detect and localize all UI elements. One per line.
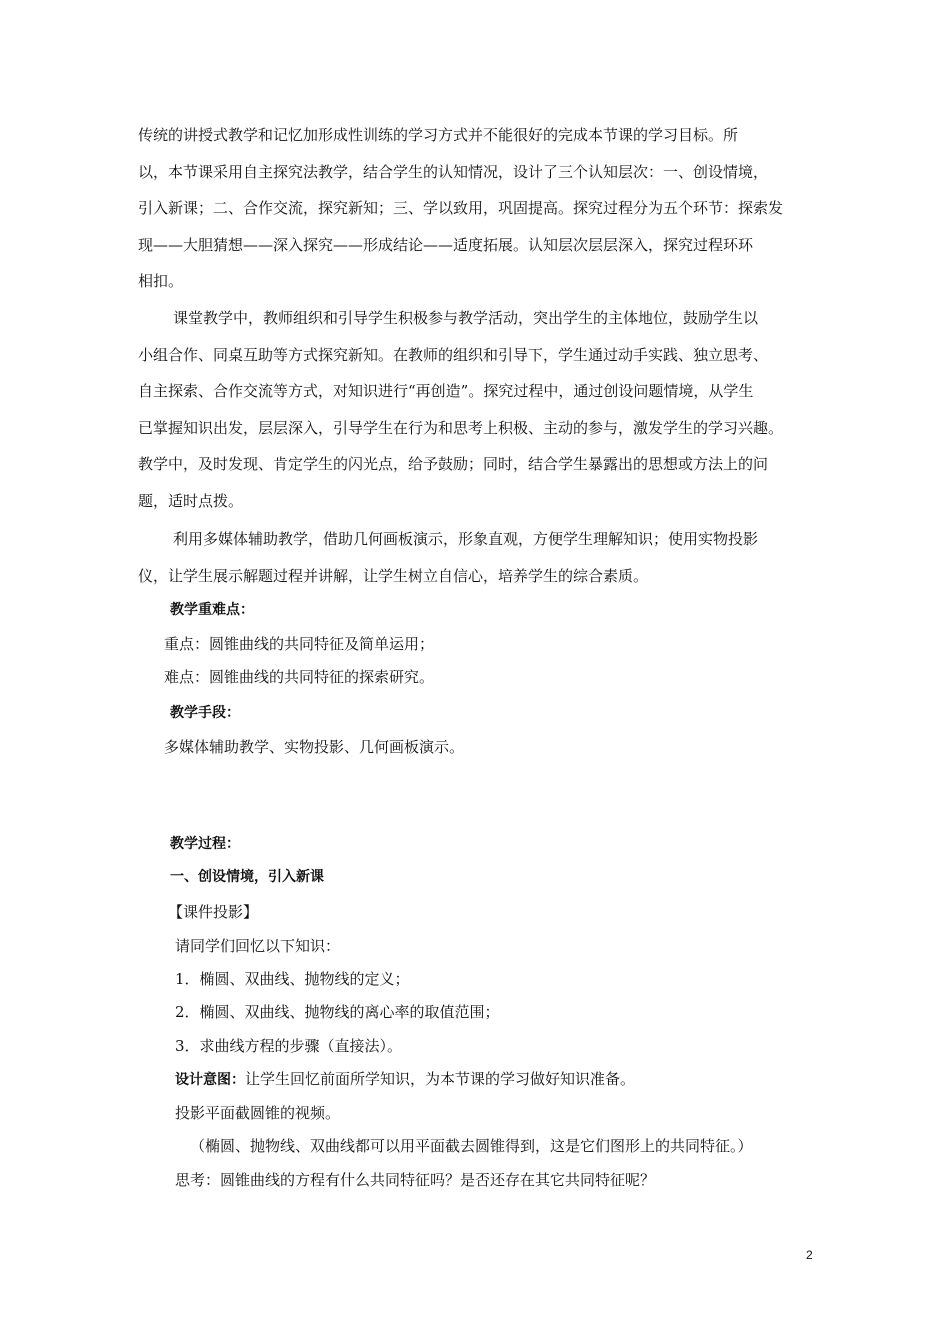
think-question: 思考：圆锥曲线的方程有什么共同特征吗？是否还存在其它共同特征呢？ xyxy=(175,1171,656,1189)
shared-feature-note: （椭圆、抛物线、双曲线都可以用平面截去圆锥得到，这是它们图形上的共同特征。） xyxy=(190,1137,753,1155)
paragraph-line: 利用多媒体辅助教学，借助几何画板演示，形象直观，方便学生理解知识；使用实物投影 xyxy=(173,530,759,548)
paragraph-line: 引入新课；二、合作交流，探究新知；三、学以致用，巩固提高。探究过程分为五个环节：探索发 xyxy=(138,199,784,217)
key-point-focus: 重点：圆锥曲线的共同特征及简单运用； xyxy=(164,635,435,653)
paragraph-line: 相扣。 xyxy=(138,272,184,290)
design-intent-text: 让学生回忆前面所学知识，为本节课的学习做好知识准备。 xyxy=(245,1070,636,1088)
recall-prompt: 请同学们回忆以下知识： xyxy=(175,937,341,955)
process-heading: 教学过程： xyxy=(170,836,240,852)
paragraph-line: 以，本节课采用自主探究法教学，结合学生的认知情况，设计了三个认知层次：一、创设情境， xyxy=(138,162,769,181)
section-heading: 一、创设情境，引入新课 xyxy=(170,869,324,885)
methods-heading: 教学手段： xyxy=(170,705,240,721)
paragraph-line: 已掌握知识出发，层层深入，引导学生在行为和思考上积极、主动的参与，激发学生的学习兴趣。 xyxy=(138,418,784,437)
paragraph-line: 课堂教学中，教师组织和引导学生积极参与教学活动，突出学生的主体地位，鼓励学生以 xyxy=(173,309,759,327)
paragraph-classroom-teaching xyxy=(138,300,828,519)
list-item: 3．求曲线方程的步骤（直接法）。 xyxy=(175,1037,403,1055)
courseware-label: 【课件投影】 xyxy=(168,903,259,921)
methods-text: 多媒体辅助教学、实物投影、几何画板演示。 xyxy=(164,738,465,756)
design-intent xyxy=(175,1069,635,1090)
paragraph-teaching-method xyxy=(138,117,828,300)
paragraph-line: 传统的讲授式教学和记忆加形成性训练的学习方式并不能很好的完成本节课的学习目标。所 xyxy=(138,126,739,144)
paragraph-line: 教学中，及时发现、肯定学生的闪光点，给予鼓励；同时，结合学生暴露出的思想或方法上的问 xyxy=(138,455,769,473)
video-note: 投影平面截圆锥的视频。 xyxy=(175,1104,341,1122)
paragraph-line: 自主探索、合作交流等方式，对知识进行“再创造”。探究过程中，通过创设问题情境，从学生 xyxy=(138,382,754,400)
paragraph-line: 现——大胆猜想——深入探究——形成结论——适度拓展。认知层次层层深入，探究过程环环 xyxy=(138,235,754,254)
list-item: 1．椭圆、双曲线、抛物线的定义； xyxy=(175,970,410,988)
key-point-difficulty: 难点：圆锥曲线的共同特征的探索研究。 xyxy=(164,668,435,686)
list-item: 2．椭圆、双曲线、抛物线的离心率的取值范围； xyxy=(175,1003,500,1021)
paragraph-line: 仪，让学生展示解题过程并讲解，让学生树立自信心，培养学生的综合素质。 xyxy=(138,566,649,585)
key-points-heading: 教学重难点： xyxy=(170,602,254,618)
paragraph-multimedia xyxy=(138,521,828,594)
page-number: 2 xyxy=(806,1248,813,1262)
paragraph-line: 小组合作、同桌互助等方式探究新知。在教师的组织和引导下，学生通过动手实践、独立思考、 xyxy=(138,345,769,364)
paragraph-line: 题，适时点拨。 xyxy=(138,491,244,510)
design-intent-label: 设计意图： xyxy=(175,1072,245,1088)
